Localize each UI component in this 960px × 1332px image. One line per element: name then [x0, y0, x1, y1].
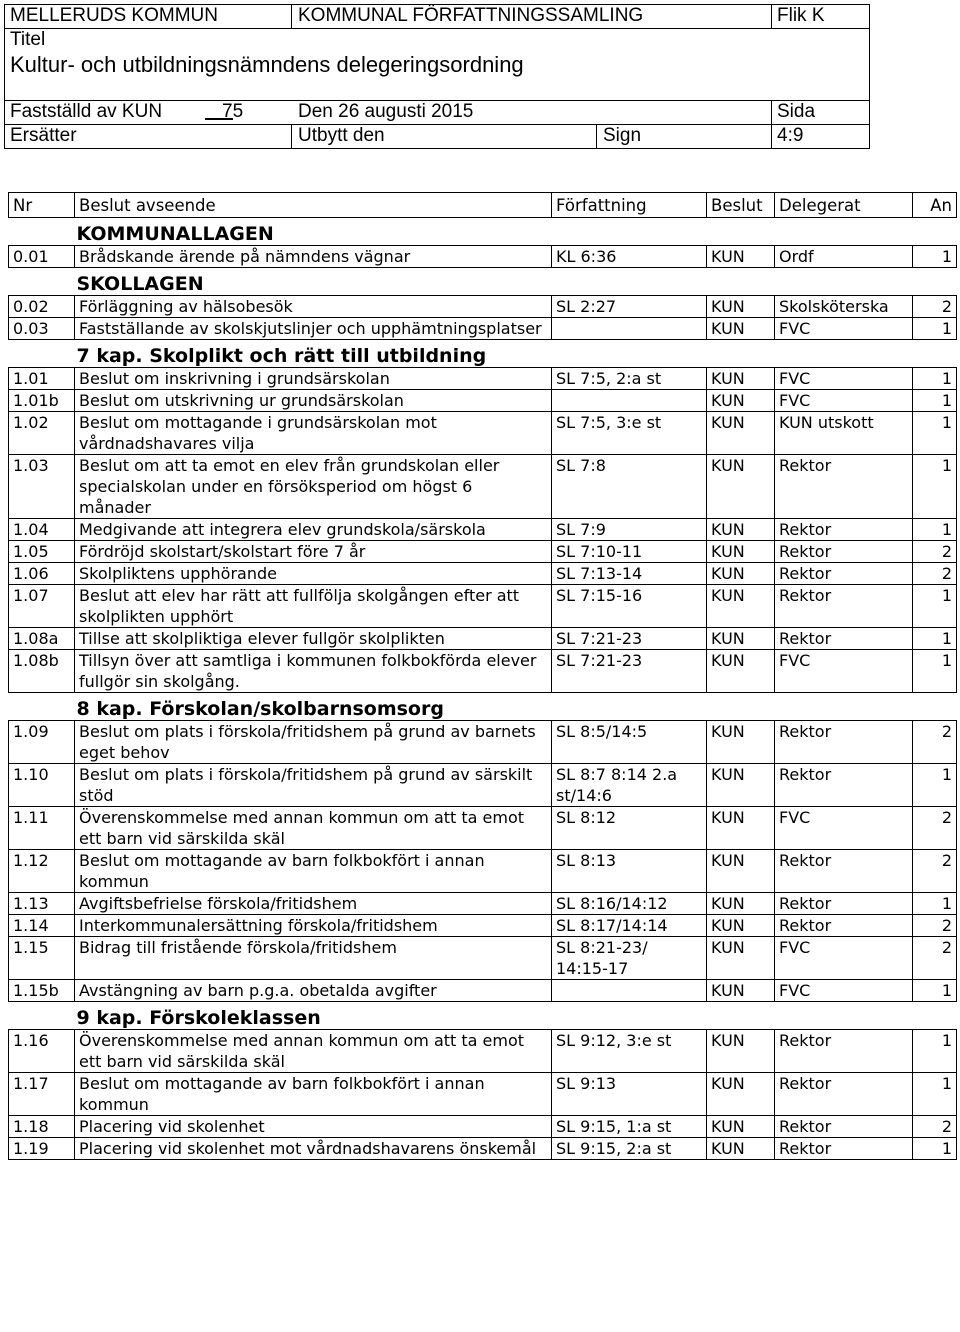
- cell-beslut: KUN: [707, 937, 775, 980]
- cell-delegerat: Rektor: [775, 893, 913, 915]
- cell-beslut: KUN: [707, 246, 775, 268]
- cell-nr: 1.04: [9, 519, 75, 541]
- table-row: [9, 368, 957, 390]
- table-row: [9, 296, 957, 318]
- header-border-row1: [4, 28, 870, 29]
- cell-delegerat: FVC: [775, 318, 913, 340]
- cell-an: 1: [913, 390, 957, 412]
- cell-forfattning: SL 8:13: [552, 850, 707, 893]
- cell-nr: 0.01: [9, 246, 75, 268]
- cell-forfattning: SL 7:13-14: [552, 563, 707, 585]
- org-name: MELLERUDS KOMMUN: [10, 5, 218, 26]
- cell-an: 1: [913, 585, 957, 628]
- cell-nr: 1.01: [9, 368, 75, 390]
- cell-delegerat: FVC: [775, 937, 913, 980]
- cell-nr: 1.19: [9, 1138, 75, 1160]
- cell-an: 2: [913, 1116, 957, 1138]
- cell-nr: 1.17: [9, 1073, 75, 1116]
- column-header-beslut: Beslut: [707, 193, 775, 218]
- cell-beslut-avseende: Överenskommelse med annan kommun om att ta emot ett barn vid särskilda skäl: [75, 1030, 552, 1073]
- cell-delegerat: Rektor: [775, 1073, 913, 1116]
- cell-forfattning: SL 7:21-23: [552, 650, 707, 693]
- utbytt-label: Utbytt den: [298, 125, 385, 146]
- cell-delegerat: Rektor: [775, 455, 913, 519]
- sida-label: Sida: [777, 101, 816, 122]
- cell-an: 1: [913, 1073, 957, 1116]
- cell-forfattning: SL 8:12: [552, 807, 707, 850]
- cell-beslut-avseende: Beslut om mottagande i grundsärskolan mot vårdnadshavares vilja: [75, 412, 552, 455]
- table-row: [9, 1073, 957, 1116]
- ersatter-label: Ersätter: [10, 125, 77, 146]
- cell-beslut: KUN: [707, 368, 775, 390]
- cell-an: 1: [913, 628, 957, 650]
- cell-forfattning: [552, 318, 707, 340]
- cell-beslut: KUN: [707, 980, 775, 1002]
- table-row: [9, 519, 957, 541]
- cell-delegerat: Rektor: [775, 1138, 913, 1160]
- cell-beslut: KUN: [707, 563, 775, 585]
- cell-delegerat: FVC: [775, 368, 913, 390]
- cell-beslut: KUN: [707, 412, 775, 455]
- cell-beslut-avseende: Placering vid skolenhet: [75, 1116, 552, 1138]
- cell-forfattning: SL 8:5/14:5: [552, 721, 707, 764]
- table-row: [9, 563, 957, 585]
- header-divider-3: [291, 124, 292, 148]
- cell-an: 2: [913, 541, 957, 563]
- section-heading-row: [9, 274, 957, 296]
- cell-nr: 1.06: [9, 563, 75, 585]
- cell-an: 1: [913, 455, 957, 519]
- cell-nr: 1.01b: [9, 390, 75, 412]
- cell-an: 2: [913, 563, 957, 585]
- cell-beslut: KUN: [707, 650, 775, 693]
- cell-an: 1: [913, 893, 957, 915]
- cell-an: 1: [913, 980, 957, 1002]
- cell-forfattning: SL 7:5, 3:e st: [552, 412, 707, 455]
- table-row: [9, 1116, 957, 1138]
- header-divider-2: [771, 4, 772, 28]
- cell-an: 2: [913, 807, 957, 850]
- cell-beslut-avseende: Beslut om att ta emot en elev från grundskolan eller specialskolan under en försöksperiod om högst 6 månader: [75, 455, 552, 519]
- column-header-forfattning: Författning: [552, 193, 707, 218]
- cell-delegerat: Rektor: [775, 628, 913, 650]
- cell-beslut: KUN: [707, 296, 775, 318]
- cell-forfattning: SL 8:17/14:14: [552, 915, 707, 937]
- table-row: [9, 628, 957, 650]
- cell-delegerat: FVC: [775, 807, 913, 850]
- header-border-right: [869, 4, 870, 149]
- cell-delegerat: Rektor: [775, 850, 913, 893]
- document-title: Kultur- och utbildningsnämndens delegeringsordning: [10, 52, 524, 77]
- header-border-row3: [4, 124, 870, 125]
- column-header-beslut-avseende: Beslut avseende: [75, 193, 552, 218]
- cell-delegerat: KUN utskott: [775, 412, 913, 455]
- page-number: 4:9: [777, 125, 804, 146]
- cell-an: 1: [913, 519, 957, 541]
- section-heading: 8 kap. Förskolan/skolbarnsomsorg: [76, 698, 444, 720]
- cell-forfattning: [552, 390, 707, 412]
- cell-beslut: KUN: [707, 764, 775, 807]
- cell-nr: 1.14: [9, 915, 75, 937]
- cell-beslut-avseende: Beslut om plats i förskola/fritidshem på grund av särskilt stöd: [75, 764, 552, 807]
- cell-delegerat: FVC: [775, 650, 913, 693]
- cell-nr: 1.08b: [9, 650, 75, 693]
- cell-nr: 1.18: [9, 1116, 75, 1138]
- cell-delegerat: Rektor: [775, 721, 913, 764]
- section-heading-row: [9, 346, 957, 368]
- table-row: [9, 893, 957, 915]
- cell-beslut-avseende: Förläggning av hälsobesök: [75, 296, 552, 318]
- cell-beslut: KUN: [707, 628, 775, 650]
- cell-nr: 1.16: [9, 1030, 75, 1073]
- cell-delegerat: FVC: [775, 390, 913, 412]
- cell-delegerat: Skolsköterska: [775, 296, 913, 318]
- table-row: [9, 807, 957, 850]
- cell-delegerat: Rektor: [775, 541, 913, 563]
- table-row: [9, 585, 957, 628]
- cell-delegerat: Rektor: [775, 563, 913, 585]
- cell-beslut: KUN: [707, 915, 775, 937]
- cell-forfattning: SL 8:21-23/ 14:15-17: [552, 937, 707, 980]
- delegation-table: [8, 192, 957, 1160]
- cell-forfattning: SL 7:21-23: [552, 628, 707, 650]
- cell-beslut: KUN: [707, 390, 775, 412]
- table-row: [9, 1138, 957, 1160]
- cell-delegerat: Rektor: [775, 1030, 913, 1073]
- cell-forfattning: SL 7:10-11: [552, 541, 707, 563]
- cell-beslut-avseende: Skolpliktens upphörande: [75, 563, 552, 585]
- cell-forfattning: SL 8:16/14:12: [552, 893, 707, 915]
- header-border-bottom: [4, 148, 870, 149]
- cell-an: 2: [913, 937, 957, 980]
- cell-an: 1: [913, 412, 957, 455]
- table-row: [9, 412, 957, 455]
- cell-delegerat: Ordf: [775, 246, 913, 268]
- cell-beslut-avseende: Överenskommelse med annan kommun om att ta emot ett barn vid särskilda skäl: [75, 807, 552, 850]
- header-divider-4: [596, 124, 597, 148]
- table-body: [9, 218, 957, 1160]
- cell-forfattning: SL 9:15, 1:a st: [552, 1116, 707, 1138]
- cell-an: 2: [913, 296, 957, 318]
- table-header-row: [9, 193, 957, 218]
- cell-nr: 1.09: [9, 721, 75, 764]
- cell-nr: 0.02: [9, 296, 75, 318]
- header-border-left: [4, 4, 5, 149]
- cell-nr: 1.07: [9, 585, 75, 628]
- cell-forfattning: SL 8:7 8:14 2.a st/14:6: [552, 764, 707, 807]
- cell-an: 2: [913, 915, 957, 937]
- cell-forfattning: SL 9:13: [552, 1073, 707, 1116]
- cell-beslut: KUN: [707, 519, 775, 541]
- cell-an: 2: [913, 721, 957, 764]
- cell-delegerat: Rektor: [775, 1116, 913, 1138]
- title-label: Titel: [10, 29, 46, 50]
- header-divider-5: [771, 100, 772, 148]
- cell-beslut: KUN: [707, 585, 775, 628]
- cell-an: 1: [913, 1030, 957, 1073]
- cell-beslut-avseende: Fördröjd skolstart/skolstart före 7 år: [75, 541, 552, 563]
- cell-beslut: KUN: [707, 1116, 775, 1138]
- cell-beslut: KUN: [707, 1030, 775, 1073]
- cell-delegerat: Rektor: [775, 764, 913, 807]
- cell-forfattning: SL 7:9: [552, 519, 707, 541]
- cell-nr: 1.02: [9, 412, 75, 455]
- decision-date: Den 26 augusti 2015: [298, 101, 474, 122]
- cell-nr: 1.12: [9, 850, 75, 893]
- cell-an: 2: [913, 850, 957, 893]
- cell-nr: 1.05: [9, 541, 75, 563]
- cell-beslut: KUN: [707, 807, 775, 850]
- cell-delegerat: Rektor: [775, 915, 913, 937]
- section-heading: 7 kap. Skolplikt och rätt till utbildning: [76, 345, 487, 367]
- cell-forfattning: SL 9:12, 3:e st: [552, 1030, 707, 1073]
- cell-beslut-avseende: Bidrag till fristående förskola/fritidshem: [75, 937, 552, 980]
- cell-beslut-avseende: Brådskande ärende på nämndens vägnar: [75, 246, 552, 268]
- cell-beslut-avseende: Tillse att skolpliktiga elever fullgör skolplikten: [75, 628, 552, 650]
- header-divider-1: [291, 4, 292, 28]
- section-heading: SKOLLAGEN: [76, 273, 204, 295]
- faststalld-label: Fastställd av KUN: [10, 101, 163, 122]
- cell-beslut: KUN: [707, 850, 775, 893]
- section-heading-row: [9, 1008, 957, 1030]
- cell-nr: 1.13: [9, 893, 75, 915]
- cell-an: 1: [913, 764, 957, 807]
- cell-nr: 1.08a: [9, 628, 75, 650]
- cell-beslut-avseende: Beslut om mottagande av barn folkbokfört i annan kommun: [75, 850, 552, 893]
- column-header-nr: Nr: [9, 193, 75, 218]
- cell-forfattning: SL 7:15-16: [552, 585, 707, 628]
- cell-beslut: KUN: [707, 893, 775, 915]
- cell-beslut-avseende: Placering vid skolenhet mot vårdnadshavarens önskemål: [75, 1138, 552, 1160]
- section-heading-row: [9, 224, 957, 246]
- cell-nr: 1.11: [9, 807, 75, 850]
- cell-an: 1: [913, 246, 957, 268]
- table-row: [9, 1030, 957, 1073]
- cell-beslut-avseende: Beslut om utskrivning ur grundsärskolan: [75, 390, 552, 412]
- cell-beslut: KUN: [707, 455, 775, 519]
- table-row: [9, 318, 957, 340]
- cell-beslut-avseende: Avgiftsbefrielse förskola/fritidshem: [75, 893, 552, 915]
- cell-nr: 1.10: [9, 764, 75, 807]
- cell-beslut-avseende: Fastställande av skolskjutslinjer och upphämtningsplatser: [75, 318, 552, 340]
- sign-label: Sign: [603, 125, 642, 146]
- cell-an: 1: [913, 650, 957, 693]
- cell-beslut-avseende: Interkommunalersättning förskola/fritidshem: [75, 915, 552, 937]
- cell-beslut: KUN: [707, 721, 775, 764]
- cell-an: 1: [913, 368, 957, 390]
- column-header-delegerat: Delegerat: [775, 193, 913, 218]
- cell-beslut: KUN: [707, 318, 775, 340]
- flik-label: Flik K: [777, 5, 825, 26]
- cell-beslut-avseende: Beslut om inskrivning i grundsärskolan: [75, 368, 552, 390]
- table-row: [9, 915, 957, 937]
- cell-forfattning: [552, 980, 707, 1002]
- cell-forfattning: SL 7:5, 2:a st: [552, 368, 707, 390]
- cell-beslut: KUN: [707, 1073, 775, 1116]
- cell-beslut: KUN: [707, 1138, 775, 1160]
- section-heading-row: [9, 699, 957, 721]
- cell-forfattning: SL 7:8: [552, 455, 707, 519]
- table-row: [9, 721, 957, 764]
- table-row: [9, 764, 957, 807]
- section-heading: KOMMUNALLAGEN: [76, 223, 274, 245]
- table-row: [9, 850, 957, 893]
- table-row: [9, 455, 957, 519]
- cell-beslut-avseende: Beslut att elev har rätt att fullfölja skolgången efter att skolplikten upphört: [75, 585, 552, 628]
- cell-beslut-avseende: Beslut om mottagande av barn folkbokfört i annan kommun: [75, 1073, 552, 1116]
- cell-beslut-avseende: Medgivande att integrera elev grundskola/särskola: [75, 519, 552, 541]
- cell-beslut: KUN: [707, 541, 775, 563]
- cell-forfattning: SL 2:27: [552, 296, 707, 318]
- table-row: [9, 650, 957, 693]
- cell-beslut-avseende: Tillsyn över att samtliga i kommunen folkbokförda elever fullgör sin skolgång.: [75, 650, 552, 693]
- table-row: [9, 246, 957, 268]
- table-row: [9, 390, 957, 412]
- cell-forfattning: SL 9:15, 2:a st: [552, 1138, 707, 1160]
- cell-delegerat: Rektor: [775, 519, 913, 541]
- section-heading: 9 kap. Förskoleklassen: [76, 1007, 321, 1029]
- cell-delegerat: FVC: [775, 980, 913, 1002]
- table-row: [9, 980, 957, 1002]
- cell-an: 1: [913, 1138, 957, 1160]
- cell-beslut-avseende: Beslut om plats i förskola/fritidshem på grund av barnets eget behov: [75, 721, 552, 764]
- cell-nr: 0.03: [9, 318, 75, 340]
- cell-nr: 1.15: [9, 937, 75, 980]
- paragraph-number: 75: [222, 101, 244, 122]
- table-row: [9, 541, 957, 563]
- column-header-an: An: [913, 193, 957, 218]
- cell-an: 1: [913, 318, 957, 340]
- cell-nr: 1.03: [9, 455, 75, 519]
- cell-nr: 1.15b: [9, 980, 75, 1002]
- cell-beslut-avseende: Avstängning av barn p.g.a. obetalda avgifter: [75, 980, 552, 1002]
- table-row: [9, 937, 957, 980]
- collection-name: KOMMUNAL FÖRFATTNINGSSAMLING: [298, 5, 644, 26]
- cell-delegerat: Rektor: [775, 585, 913, 628]
- cell-forfattning: KL 6:36: [552, 246, 707, 268]
